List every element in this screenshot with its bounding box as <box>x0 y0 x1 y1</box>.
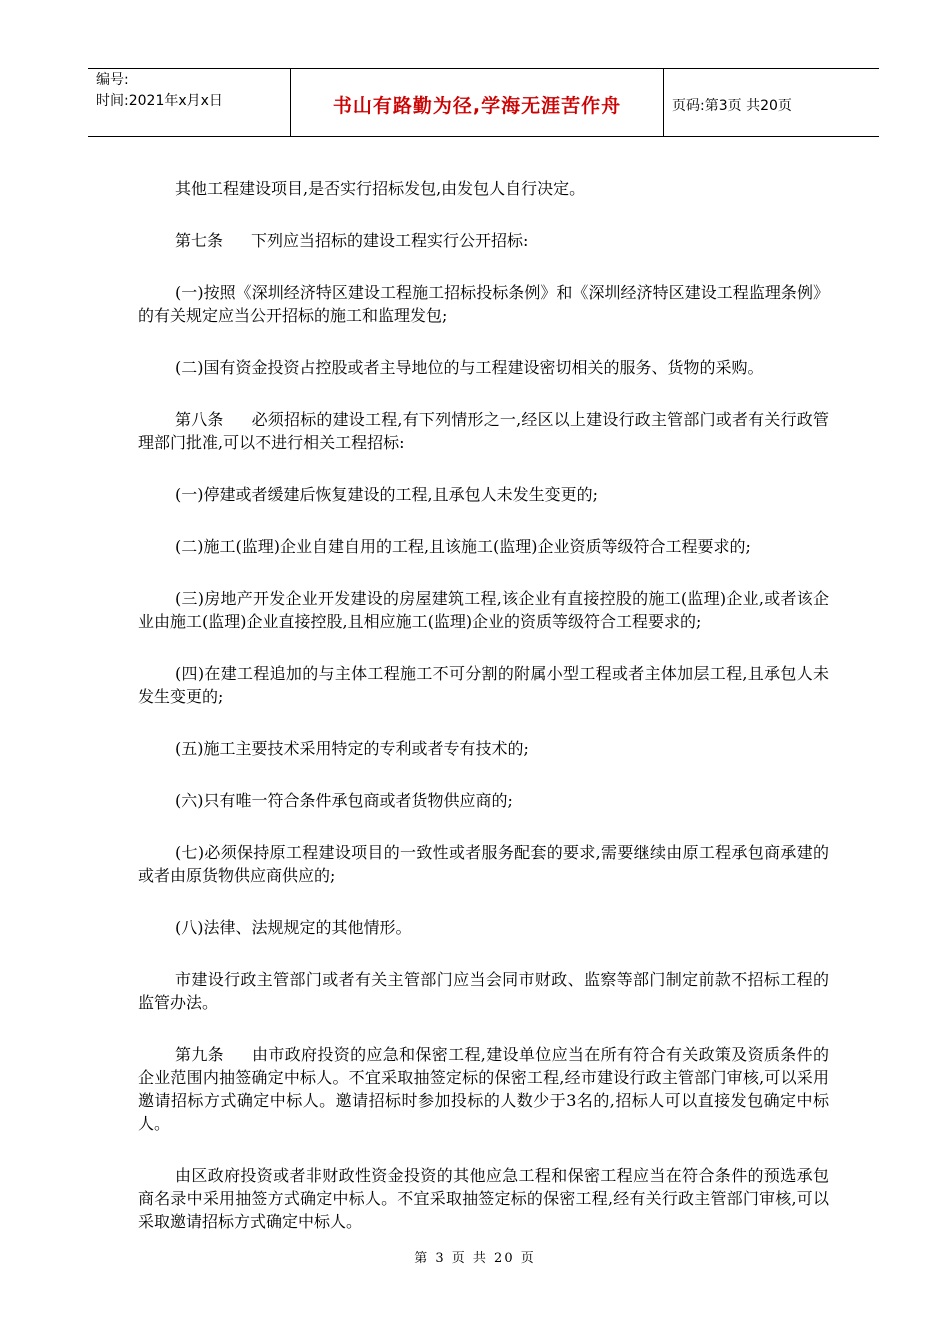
header-meta <box>88 69 291 136</box>
paragraph-text: 必须招标的建设工程,有下列情形之一,经区以上建设行政主管部门或者有关行政管理部门批准,可以不进行相关工程招标: <box>138 410 829 452</box>
article-paragraph <box>138 229 829 252</box>
article-heading: 第九条 <box>175 1045 225 1064</box>
header-motto: 书山有路勤为径,学海无涯苦作舟 <box>332 95 622 117</box>
list-item <box>138 281 829 327</box>
list-item <box>138 789 829 812</box>
paragraph-text: (六)只有唯一符合条件承包商或者货物供应商的; <box>175 791 513 810</box>
header-page-info-cell <box>664 69 879 136</box>
page-header <box>88 68 879 137</box>
paragraph-text: (七)必须保持原工程建设项目的一致性或者服务配套的要求,需要继续由原工程承包商承建的或者由原货物供应商供应的; <box>138 843 829 885</box>
article-paragraph <box>138 1043 829 1135</box>
article-paragraph <box>138 408 829 454</box>
document-date: 时间:2021年x月x日 <box>96 93 223 109</box>
list-item <box>138 483 829 506</box>
paragraph-text: 由区政府投资或者非财政性资金投资的其他应急工程和保密工程应当在符合条件的预选承包商名录中采用抽签方式确定中标人。不宜采取抽签定标的保密工程,经有关行政主管部门审核,可以采取邀请招标方式确定中标人。 <box>138 1166 829 1231</box>
paragraph-text: (一)按照《深圳经济特区建设工程施工招标投标条例》和《深圳经济特区建设工程监理条例》的有关规定应当公开招标的施工和监理发包; <box>138 283 829 325</box>
paragraph-text: 由市政府投资的应急和保密工程,建设单位应当在所有符合有关政策及资质条件的企业范围内抽签确定中标人。不宜采取抽签定标的保密工程,经市建设行政主管部门审核,可以采用邀请招标方式确定中标人。邀请招标时参加投标的人数少于3名的,招标人可以直接发包确定中标人。 <box>138 1045 829 1133</box>
paragraph-text: (一)停建或者缓建后恢复建设的工程,且承包人未发生变更的; <box>175 485 598 504</box>
paragraph <box>138 1164 829 1233</box>
paragraph-text: (二)国有资金投资占控股或者主导地位的与工程建设密切相关的服务、货物的采购。 <box>175 358 764 377</box>
list-item <box>138 737 829 760</box>
list-item <box>138 662 829 708</box>
header-motto-cell <box>291 69 664 136</box>
paragraph-text: 其他工程建设项目,是否实行招标发包,由发包人自行决定。 <box>175 179 586 198</box>
paragraph-text: (八)法律、法规规定的其他情形。 <box>175 918 412 937</box>
article-heading: 第七条 <box>175 231 224 250</box>
list-item <box>138 356 829 379</box>
list-item <box>138 841 829 887</box>
paragraph <box>138 177 829 200</box>
paragraph-text: (二)施工(监理)企业自建自用的工程,且该施工(监理)企业资质等级符合工程要求的; <box>175 537 751 556</box>
paragraph-text: (三)房地产开发企业开发建设的房屋建筑工程,该企业有直接控股的施工(监理)企业,或者该企业由施工(监理)企业直接控股,且相应施工(监理)企业的资质等级符合工程要求的; <box>138 589 829 631</box>
paragraph <box>138 968 829 1014</box>
paragraph-text: 市建设行政主管部门或者有关主管部门应当会同市财政、监察等部门制定前款不招标工程的监管办法。 <box>138 970 829 1012</box>
paragraph-text: 下列应当招标的建设工程实行公开招标: <box>251 231 529 250</box>
list-item <box>138 535 829 558</box>
article-heading: 第八条 <box>175 410 224 429</box>
list-item <box>138 916 829 939</box>
page-footer: 第 3 页 共 20 页 <box>414 1251 536 1266</box>
document-body <box>138 177 829 1262</box>
paragraph-text: (五)施工主要技术采用特定的专利或者专有技术的; <box>175 739 529 758</box>
list-item <box>138 587 829 633</box>
header-page-info: 页码:第3页 共20页 <box>672 97 792 114</box>
paragraph-text: (四)在建工程追加的与主体工程施工不可分割的附属小型工程或者主体加层工程,且承包人未发生变更的; <box>138 664 829 706</box>
document-number-label: 编号: <box>96 72 129 88</box>
